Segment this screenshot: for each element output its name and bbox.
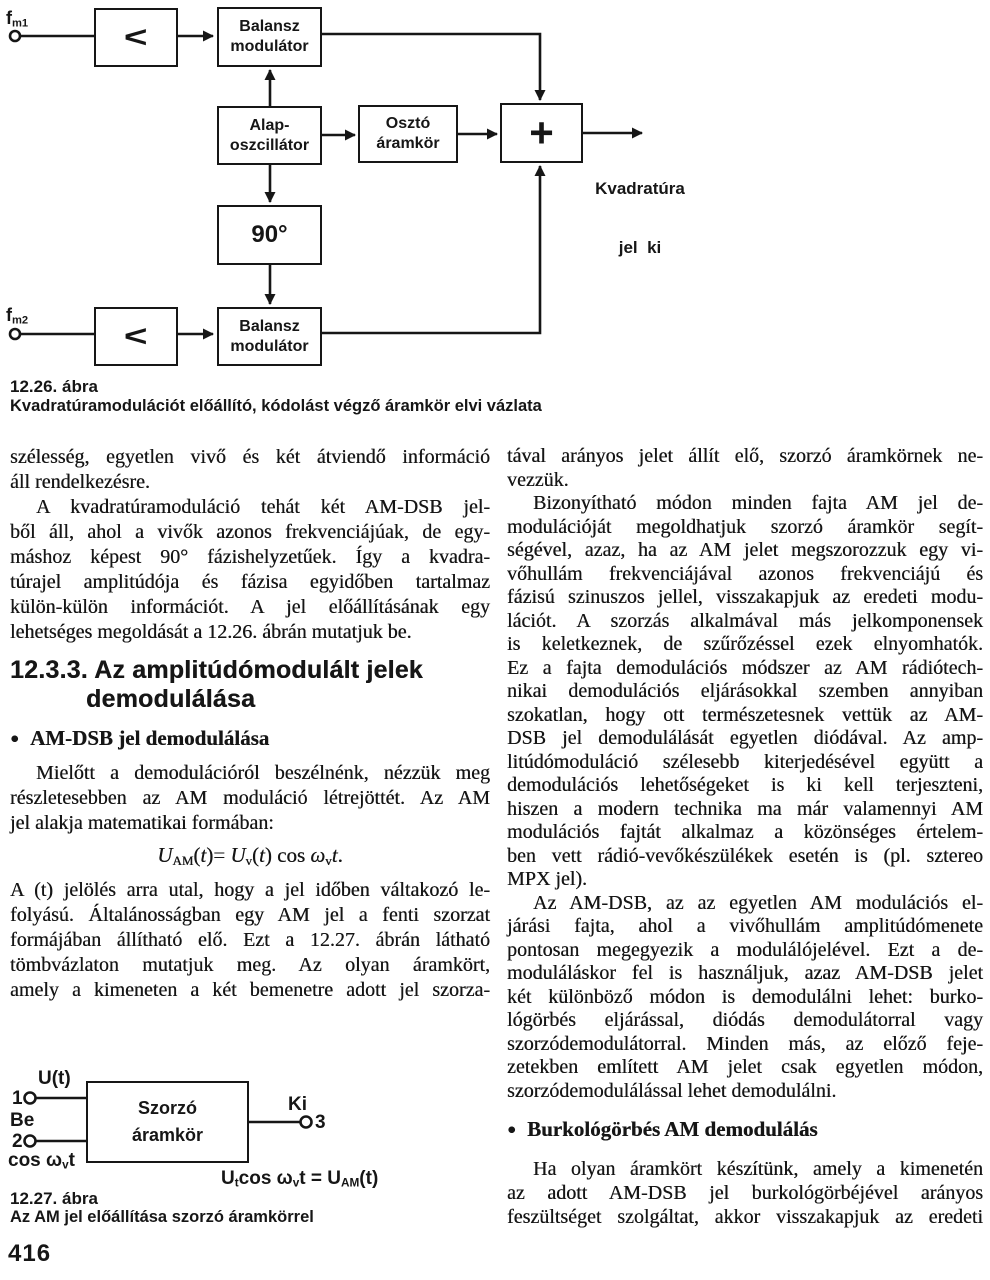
- fig1226-caption-title: 12.26. ábra: [10, 377, 98, 396]
- fig1227-caption-title: 12.27. ábra: [10, 1189, 98, 1208]
- bullet-heading-am-dsb: ● AM-DSB jel demodulálása: [10, 726, 270, 750]
- fig1227-szorzo-aramkor-box: Szorzó áramkör: [86, 1081, 249, 1163]
- fig1226-alap-oszcillator-box: Alap- oszcillátor: [217, 106, 322, 165]
- left-paragraph-1: szélesség, egyetlen vivő és két átviendő információ áll rendelkezésre. A kvadratúramoduláció tehát két AM-DSB jel- ből áll, ahol a vivők azonos frekvenciájúak, de egy- máshoz képest 90° fázishelyzetűek. Így a kvadra- túrajel amplitúdója és fázisa egyidőben tartalmaz külön-külön információt. A jel előállításának egy lehetséges megoldását a 12.26. ábrán mutatjuk be.: [10, 446, 490, 643]
- right-column: [507, 445, 983, 1229]
- fig1227-pin1-label: 1: [12, 1088, 23, 1109]
- fig1226-phase-90-box: 90°: [217, 205, 322, 265]
- fig1227-ut-label: U(t): [38, 1068, 71, 1089]
- fig1226-caption-text: Kvadratúramodulációt előállító, kódolást végző áramkör elvi vázlata: [10, 397, 542, 415]
- section-heading: 12.3.3. Az amplitúdómodulált jelek demodulálása: [10, 656, 423, 713]
- less-than-symbol: <: [124, 20, 148, 54]
- fig1227-ki-label: Ki: [288, 1094, 307, 1115]
- less-than-symbol: <: [124, 319, 148, 353]
- fig1227-cos-label: $\cos \omega_vt$: [8, 1150, 75, 1172]
- fig1227-be-label: Be: [10, 1110, 35, 1131]
- fig1226-balansz-modulator-bottom-box: Balansz modulátor: [217, 307, 322, 366]
- right-paragraph-2: Ha olyan áramkört készítünk, amely a kimenetén az adott AM-DSB jel burkológörbéjével arányos feszültséget szolgáltat, akkor visszakapjuk az eredeti: [507, 1158, 983, 1228]
- page-number: 416: [8, 1240, 52, 1267]
- fig1227-pin3-label: 3: [315, 1112, 326, 1133]
- fig1226-oszto-aramkor-box: Osztó áramkör: [358, 105, 458, 163]
- fig1226-input2-label: $f_{m2}$: [6, 305, 29, 327]
- bullet-icon: ●: [10, 731, 20, 747]
- fig1226-input1-label: $f_{m1}$: [6, 8, 29, 30]
- fig1227-caption-text: Az AM jel előállítása szorzó áramkörrel: [10, 1208, 314, 1226]
- fig1226-limiter-bottom-box: [94, 307, 178, 366]
- left-paragraph-2: Mielőtt a demodulációról beszélnénk, nézzük meg részletesebben az AM moduláció létrejöttét. Az AM jel alakja matematikai formában:: [10, 762, 490, 834]
- fig1226-limiter-top-box: [94, 8, 178, 67]
- am-signal-formula: $U_{AM}(t)= U_v(t)$ $\cos \omega_vt$.: [157, 843, 343, 868]
- plus-symbol: +: [529, 109, 554, 156]
- fig1226-balansz-modulator-top-box: Balansz modulátor: [217, 7, 322, 67]
- bullet-heading-burkologorbes: ● Burkológörbés AM demodulálás: [507, 1117, 818, 1141]
- right-paragraph-1: tával arányos jelet állít elő, szorzó áramkörnek ne- vezzük. Bizonyítható módon minden fajta AM jel de- modulációját megoldhatjuk szorzó áramkör segít- ségével, azaz, ha az AM jelet megszorozzuk egy vi- vőhullám frekvenciájával azonos frekvenciájú és fázisú szinuszos jellel, visszakapjuk az eredeti modu- lációt. A szorzás alkalmával más jelkomponensek is keletkeznek, de szűrőzéssel ezek elnyomhatók. Ez a fajta demodulációs módszer az AM rádiótech- nikai demodulációs eljárásokkal szemben annyiban szokatlan, hogy ott természetesnek vettük az AM- DSB jel demodulálását egyetlen diódával. Az amp- litúdómoduláció szélesebb kiterjedésével együtt a demodulációs lehetőségeket is ki kell terjeszteni, hiszen a modern technika ma már valamennyi AM modulációs fajtát alkalmaz a közönséges értelem- ben vett rádió-vevőkészülékek esetén is (pl. sztereo MPX jel). Az AM-DSB, az az egyetlen AM modulációs el- járási fajta, ahol a vivőhullám amplitúdómenete pontosan megegyezik a modulálójelével. Ezt a de- moduláláskor fel is használjuk, azaz AM-DSB jelet két különböző módon is demodulálni lehet: burko- lógörbés eljárással, diódás demodulátorral vagy szorzódemodulátorral. Minden más, az előző feje- zetekben említett AM jelet csak egyetlen módon, szorzódemodulálással lehet demodulálni.: [507, 445, 983, 1102]
- fig1227-pin2-label: 2: [12, 1131, 23, 1152]
- bullet-icon: ●: [507, 1122, 517, 1138]
- fig1226-output-label: Kvadratúra jel ki: [595, 179, 685, 257]
- fig1227-output-formula: $U_t\cos$ $\omega_vt = U_{AM}(t)$: [221, 1168, 379, 1190]
- left-paragraph-3: A (t) jelölés arra utal, hogy a jel időben váltakozó le- folyású. Általánosságban egy AM jel a fenti szorzat formájában állítható elő. Ezt a 12.27. ábrán látható tömbvázlaton mutatjuk meg. Az olyan áramkört, amely a kimeneten a két bemenetre adott jel szorza-: [10, 879, 490, 1001]
- fig1226-adder-box: [500, 103, 583, 163]
